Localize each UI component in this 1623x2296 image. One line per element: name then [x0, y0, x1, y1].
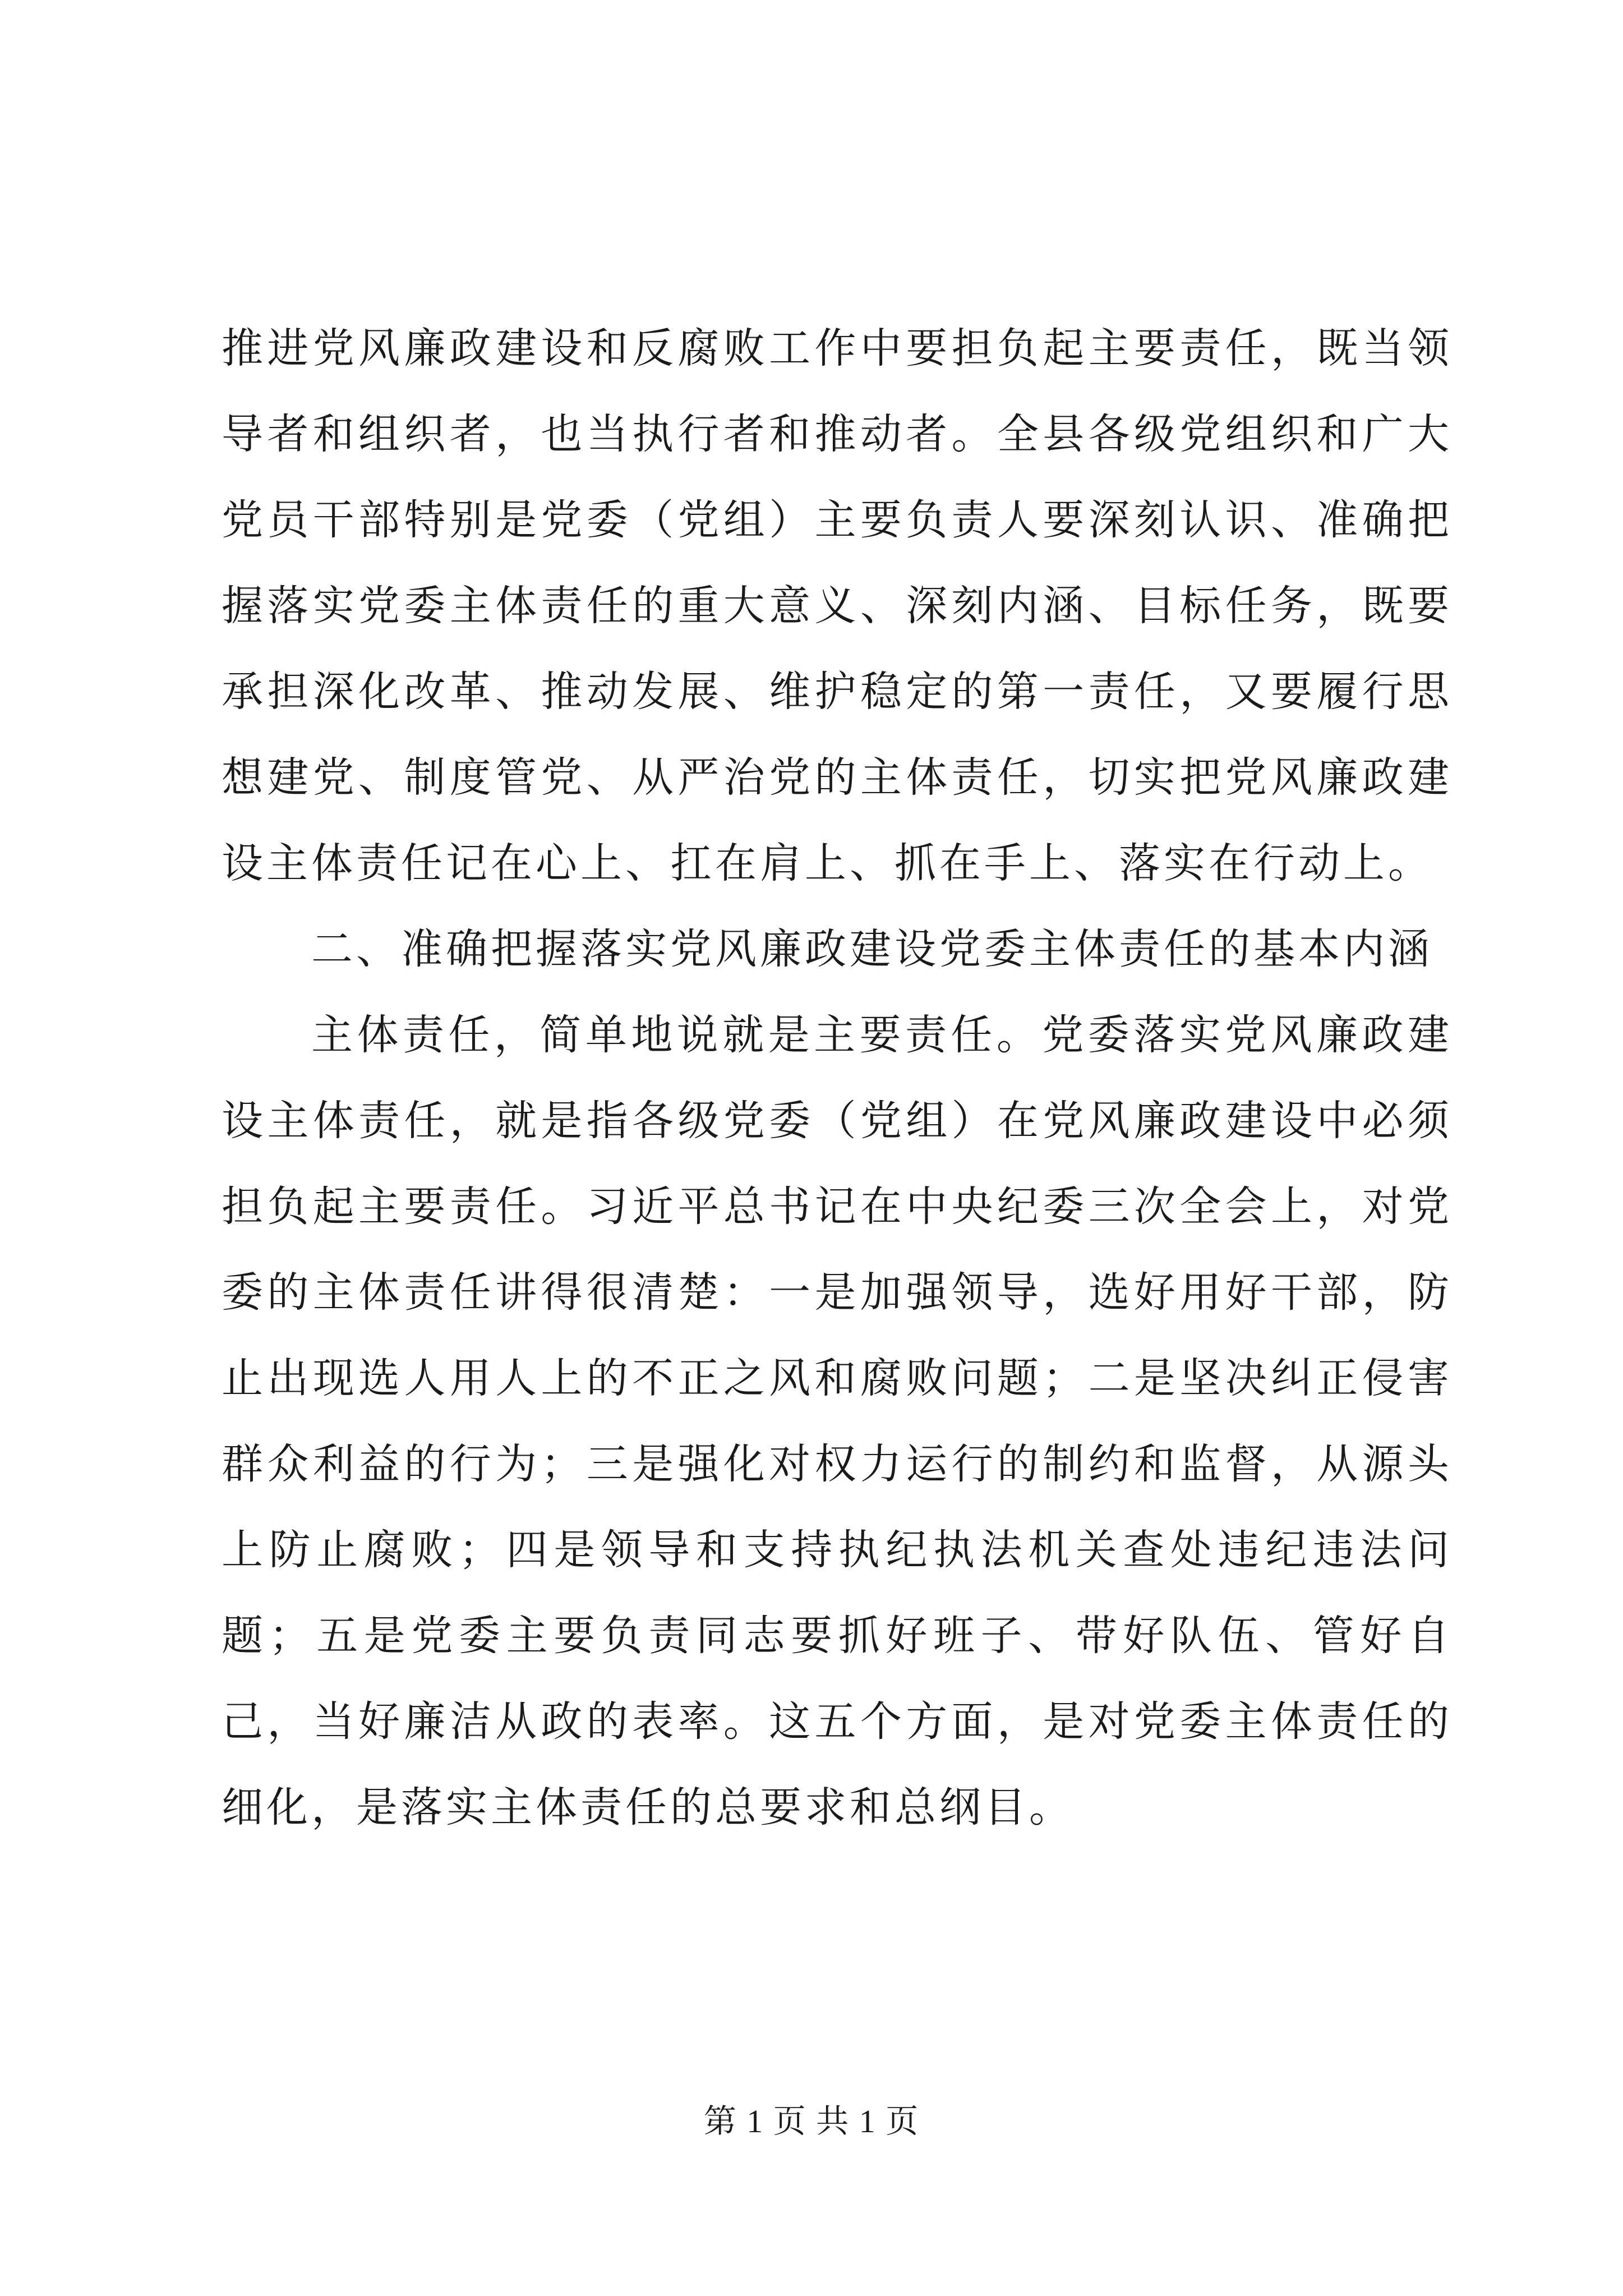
paragraph-body: 主体责任，简单地说就是主要责任。党委落实党风廉政建设主体责任，就是指各级党委（党组）在党风廉政建设中必须担负起主要责任。习近平总书记在中央纪委三次全会上，对党委的主体责任讲得很清楚：一是加强领导，选好用好干部，防止出现选人用人上的不正之风和腐败问题；二是坚决纠正侵害群众利益的行为；三是强化对权力运行的制约和监督，从源头上防止腐败；四是领导和支持执纪执法机关查处违纪违法问题；五是党委主要负责同志要抓好班子、带好队伍、管好自己，当好廉洁从政的表率。这五个方面，是对党委主体责任的细化，是落实主体责任的总要求和总纲目。 — [222, 1011, 1453, 1832]
document-body — [222, 306, 1453, 1851]
section-heading: 二、准确把握落实党风廉政建设党委主体责任的基本内涵 — [311, 925, 1433, 973]
paragraph-continued: 推进党风廉政建设和反腐败工作中要担负起主要责任，既当领导者和组织者，也当执行者和推动者。全县各级党组织和广大党员干部特别是党委（党组）主要负责人要深刻认识、准确把握落实党委主体责任的重大意义、深刻内涵、目标任务，既要承担深化改革、推动发展、维护稳定的第一责任，又要履行思想建党、制度管党、从严治党的主体责任，切实把党风廉政建设主体责任记在心上、扛在肩上、抓在手上、落实在行动上。 — [222, 324, 1453, 887]
page-number-footer: 第 1 页 共 1 页 — [703, 2103, 920, 2139]
